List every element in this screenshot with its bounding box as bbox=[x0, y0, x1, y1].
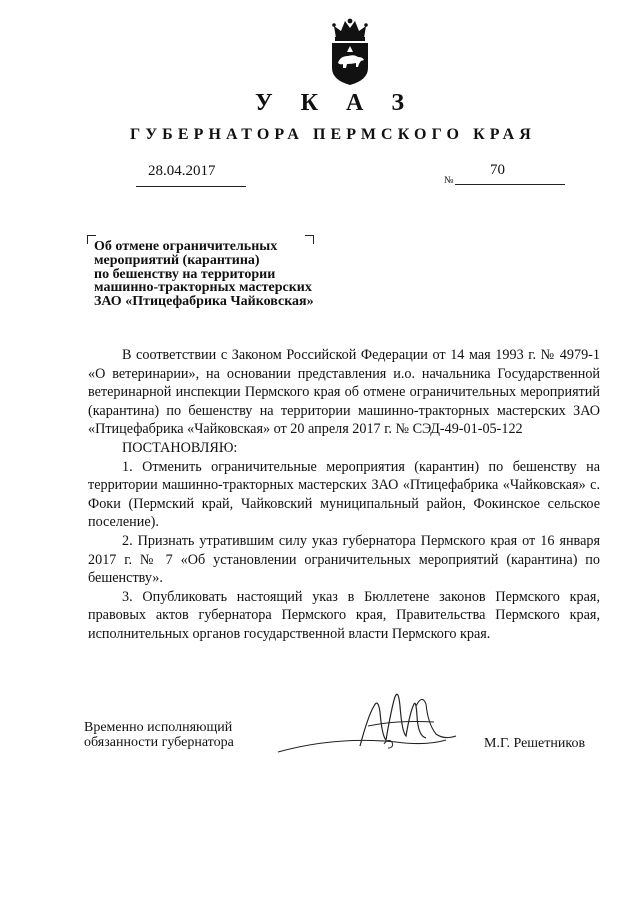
subject-line: по бешенству на территории bbox=[94, 266, 276, 282]
preamble-paragraph: В соответствии с Законом Российской Федерации от 14 мая 1993 г. № 4979-1 «О ветеринарии», на основании представления и.о. начальника Государственной ветеринарной инспекции Пермского края об отмене ограничительных мероприятий (карантина) по бешенству на территории машинно-тракторных мастерских ЗАО «Птицефабрика «Чайковская» от 20 апреля 2017 г. № СЭД-49-01-05-122 bbox=[88, 347, 600, 438]
signatory-title bbox=[84, 720, 234, 750]
decree-item: 2. Признать утратившим силу указ губернатора Пермского края от 16 января 2017 г. № 7 «Об установлении ограничительных мероприятий (карантина) по бешенству». bbox=[88, 532, 600, 587]
decree-word: ПОСТАНОВЛЯЮ: bbox=[122, 439, 238, 456]
decree-item: 3. Опубликовать настоящий указ в Бюллетене законов Пермского края, правовых актов губернатора Пермского края, Правительства Пермского края, исполнительных органов государственной власти Пермского края. bbox=[88, 588, 600, 642]
signatory-title-line: Временно исполняющий bbox=[84, 720, 233, 735]
coat-of-arms-icon bbox=[328, 16, 372, 86]
decree-date: 28.04.2017 bbox=[148, 163, 216, 179]
decree-number: 70 bbox=[490, 162, 505, 178]
decree-subject bbox=[94, 240, 354, 309]
decree-subtitle: ГУБЕРНАТОРА ПЕРМСКОГО КРАЯ bbox=[130, 126, 536, 143]
subject-line: ЗАО «Птицефабрика Чайковская» bbox=[94, 294, 314, 310]
date-underline bbox=[136, 186, 246, 187]
decree-item: 1. Отменить ограничительные мероприятия (карантин) по бешенству на территории машинно-тракторных мастерских ЗАО «Птицефабрика «Чайковская» с. Фоки (Пермский край, Чайковский муниципальный район, Фокинское сельское поселение). bbox=[88, 458, 600, 531]
subject-line: машинно-тракторных мастерских bbox=[94, 280, 312, 296]
subject-line: мероприятий (карантина) bbox=[94, 252, 260, 268]
handwritten-signature bbox=[276, 676, 486, 756]
signatory-name: М.Г. Решетников bbox=[484, 736, 586, 751]
subject-line: Об отмене ограничительных bbox=[94, 239, 278, 254]
decree-body bbox=[88, 346, 600, 644]
signatory-title-line: обязанности губернатора bbox=[84, 735, 234, 750]
decree-title: У К А З bbox=[254, 90, 415, 116]
number-underline bbox=[455, 184, 565, 185]
number-sign: № bbox=[444, 175, 454, 186]
